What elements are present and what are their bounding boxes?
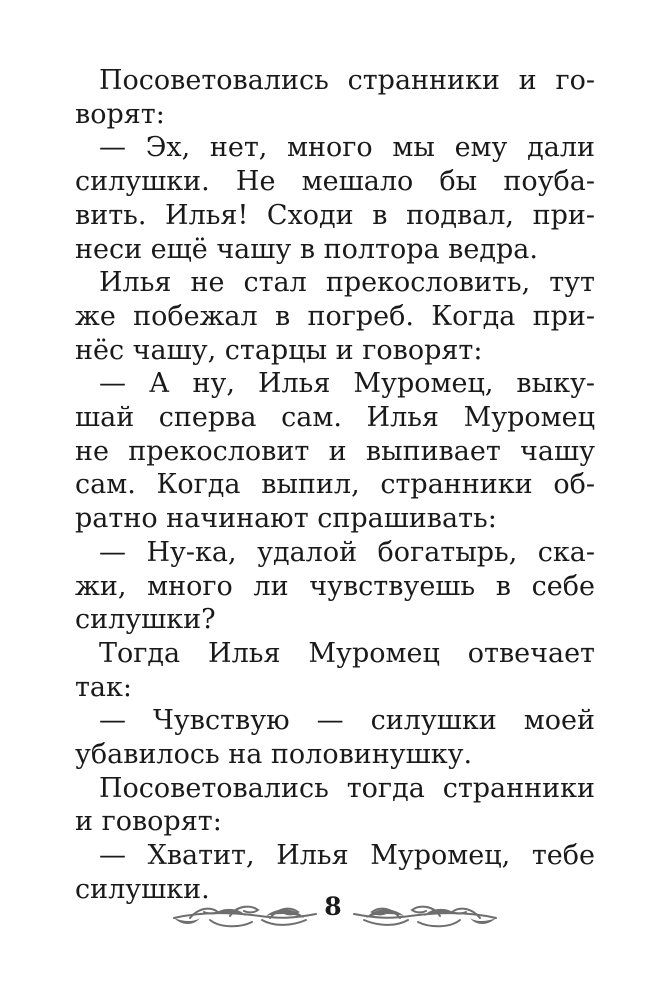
text-line: же побежал в погреб. Когда при- [75,300,595,332]
paragraph [75,367,595,536]
text-line: Тогда Илья Муромец отвечает [99,637,595,669]
paragraph [75,772,595,839]
text-line: сам. Когда выпил, странники об- [75,469,595,501]
text-line: Посоветовались странники и го- [99,65,595,96]
text-line: силушки. [75,873,210,905]
text-line: силушки? [75,604,216,636]
flourish-ornament-icon [350,898,500,932]
text-line: — Ну-ка, удалой богатырь, ска- [99,536,595,568]
text-line: шай сперва сам. Илья Муромец [75,402,595,434]
text-line: Илья не стал прекословить, тут [99,267,595,299]
text-line: — Хватит, Илья Муромец, тебе [99,840,595,872]
paragraph [75,266,595,367]
paragraph [75,637,595,704]
paragraph [75,64,595,131]
text-line: силушки. Не мешало бы поуба- [75,166,595,198]
text-line: — А ну, Илья Муромец, выку- [99,368,595,400]
text-line: — Эх, нет, много мы ему дали [99,132,595,164]
text-line: и говорят: [75,806,222,838]
text-line: неси ещё чашу в полтора ведра. [75,233,538,265]
text-line: вить. Илья! Сходи в подвал, при- [75,199,595,231]
text-line: так: [75,671,133,703]
text-line: жи, много ли чувствуешь в себе [75,570,595,602]
text-line: ратно начинают спрашивать: [75,503,497,535]
page-footer [0,886,666,946]
page-number: 8 [324,892,342,921]
text-line: ворят: [75,98,165,130]
paragraph [75,536,595,637]
flourish-ornament-icon [170,898,320,932]
text-line: Посоветовались тогда странники [99,772,595,804]
paragraph [75,704,595,771]
paragraph [75,131,595,266]
text-line: убавилось на половинушку. [75,739,473,771]
text-line: — Чувствую — силушки моей [99,705,595,737]
text-line: не прекословит и выпивает чашу [75,435,595,467]
text-line: нёс чашу, старцы и говорят: [75,334,483,366]
story-text [75,64,595,907]
